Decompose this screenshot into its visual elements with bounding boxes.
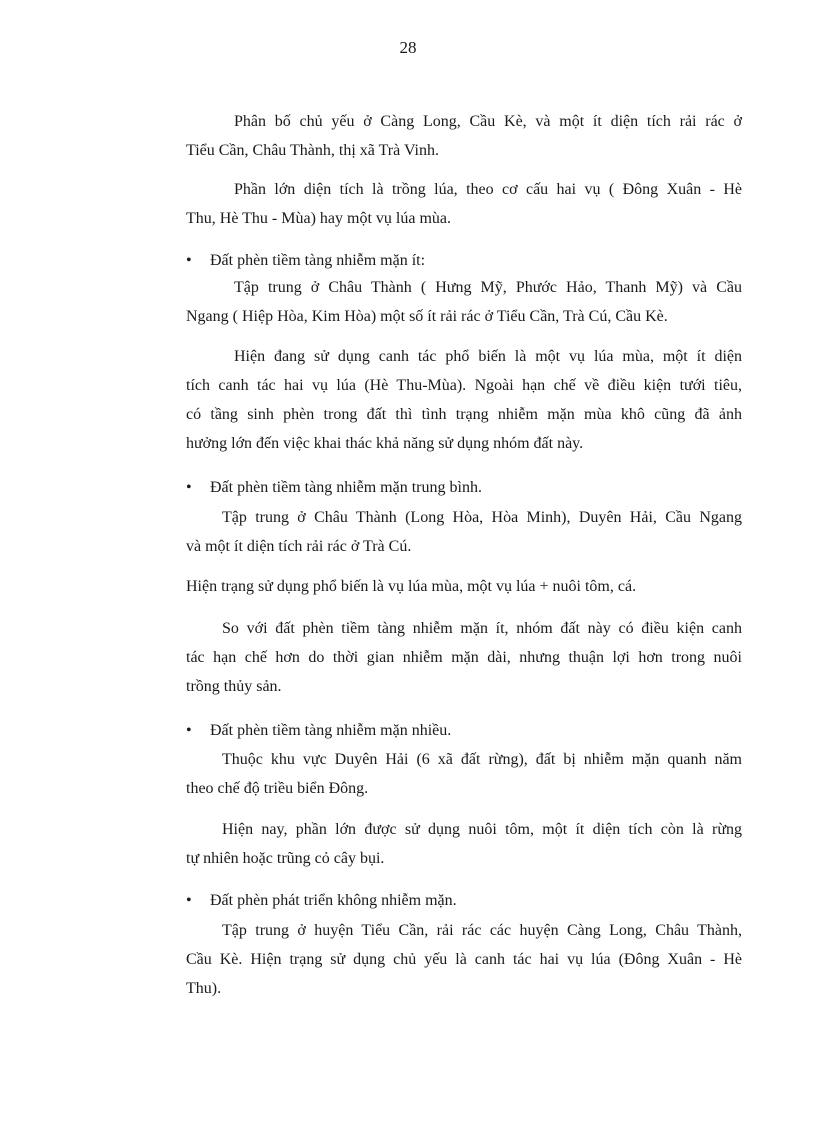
line: Tiểu Cần, Châu Thành, thị xã Trà Vinh. <box>186 142 439 159</box>
bullet-text: Đất phèn tiềm tàng nhiễm mặn trung bình. <box>210 479 482 496</box>
line: có tầng sinh phèn trong đất thì tình trạng nhiễm mặn mùa khô cũng đã ảnh <box>186 406 742 423</box>
page-number: 28 <box>399 38 417 57</box>
bullet-icon: • <box>186 722 192 739</box>
paragraph-3 <box>186 273 742 331</box>
line: Hiện nay, phần lớn được sử dụng nuôi tôm, một ít diện tích còn là rừng <box>222 821 742 838</box>
line: Tập trung ở huyện Tiểu Cần, rải rác các huyện Càng Long, Châu Thành, <box>222 922 742 939</box>
line: theo chế độ triều biển Đông. <box>186 780 369 797</box>
bullet-icon: • <box>186 892 192 909</box>
bullet-text: Đất phèn tiềm tàng nhiễm mặn nhiều. <box>210 722 452 739</box>
bullet-icon: • <box>186 479 192 496</box>
bullet-text: Đất phèn tiềm tàng nhiễm mặn ít: <box>210 252 426 269</box>
paragraph-1 <box>186 107 742 165</box>
line: tác hạn chế hơn do thời gian nhiễm mặn dài, nhưng thuận lợi hơn trong nuôi <box>186 649 742 666</box>
paragraph-7 <box>186 614 742 701</box>
paragraph-6 <box>186 572 742 601</box>
paragraph-9 <box>186 815 742 873</box>
line: Phần lớn diện tích là trồng lúa, theo cơ cấu hai vụ ( Đông Xuân - Hè <box>234 181 742 198</box>
line: Cầu Kè. Hiện trạng sử dụng chủ yếu là canh tác hai vụ lúa (Đông Xuân - Hè <box>186 951 742 968</box>
paragraph-5 <box>186 503 742 561</box>
line: So với đất phèn tiềm tàng nhiễm mặn ít, nhóm đất này có điều kiện canh <box>222 620 742 637</box>
line: và một ít diện tích rải rác ở Trà Cú. <box>186 538 412 555</box>
line: Thuộc khu vực Duyên Hải (6 xã đất rừng), đất bị nhiễm mặn quanh năm <box>222 751 742 768</box>
line: Ngang ( Hiệp Hòa, Kim Hòa) một số ít rải rác ở Tiểu Cần, Trà Cú, Cầu Kè. <box>186 308 668 325</box>
line: Hiện đang sử dụng canh tác phổ biến là một vụ lúa mùa, một ít diện <box>234 348 742 365</box>
bullet-text: Đất phèn phát triển không nhiễm mặn. <box>210 892 457 909</box>
line: trồng thủy sản. <box>186 678 282 695</box>
line: Thu). <box>186 980 222 997</box>
line: Tập trung ở Châu Thành ( Hưng Mỹ, Phước Hảo, Thanh Mỹ) và Cầu <box>234 279 742 296</box>
paragraph-4 <box>186 342 742 458</box>
line: hưởng lớn đến việc khai thác khả năng sử dụng nhóm đất này. <box>186 435 584 452</box>
line: Tập trung ở Châu Thành (Long Hòa, Hòa Minh), Duyên Hải, Cầu Ngang <box>222 509 742 526</box>
line: Phân bố chủ yếu ở Càng Long, Cầu Kè, và một ít diện tích rải rác ở <box>234 113 742 130</box>
line: Hiện trạng sử dụng phổ biến là vụ lúa mùa, một vụ lúa + nuôi tôm, cá. <box>186 578 637 595</box>
paragraph-10 <box>186 916 742 1003</box>
line: tích canh tác hai vụ lúa (Hè Thu-Mùa). Ngoài hạn chế về điều kiện tưới tiêu, <box>186 377 742 394</box>
bullet-icon: • <box>186 252 192 269</box>
paragraph-8 <box>186 745 742 803</box>
paragraph-2 <box>186 175 742 233</box>
line: Thu, Hè Thu - Mùa) hay một vụ lúa mùa. <box>186 210 451 227</box>
line: tự nhiên hoặc trũng cỏ cây bụi. <box>186 850 385 867</box>
